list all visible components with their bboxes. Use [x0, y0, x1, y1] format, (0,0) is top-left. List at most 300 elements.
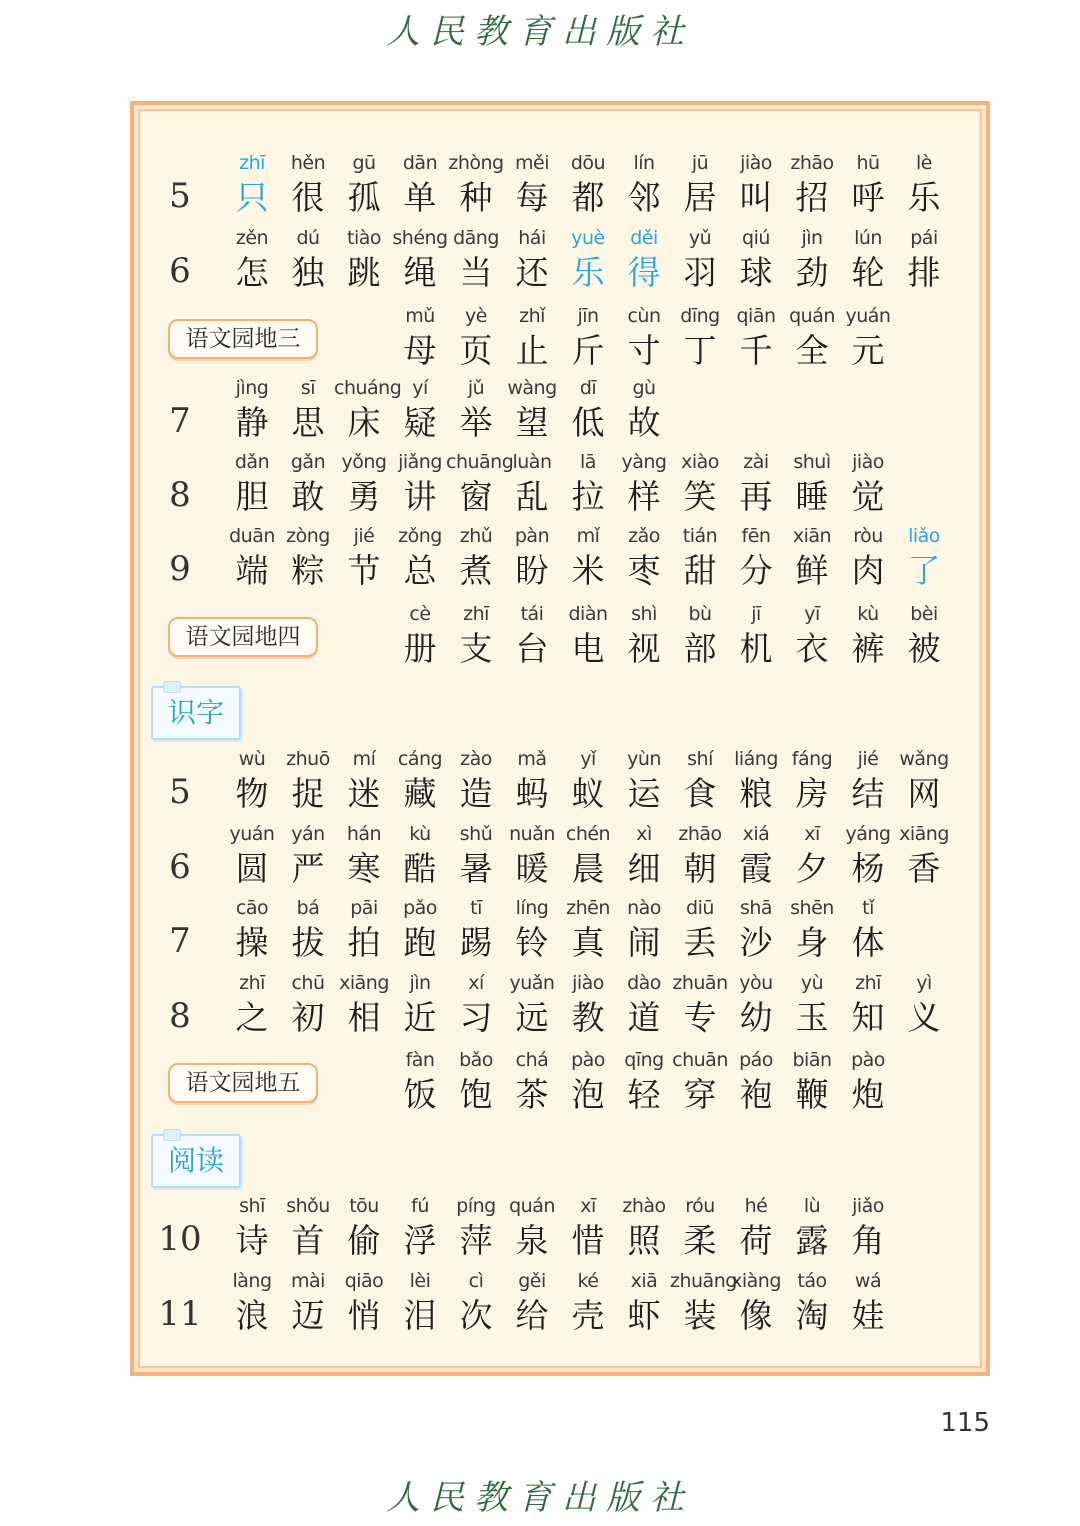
character-cell [334, 1268, 394, 1338]
hanzi: 结 [851, 774, 885, 813]
pinyin: táo [797, 1270, 827, 1292]
pinyin: hěn [290, 152, 326, 174]
pinyin: yán [291, 823, 325, 845]
pinyin: bèi [910, 603, 938, 625]
hanzi: 胆 [235, 477, 269, 516]
pinyin: kù [409, 823, 431, 845]
hanzi: 了 [907, 551, 941, 590]
character-cell [782, 303, 842, 373]
hanzi: 元 [851, 331, 885, 370]
hanzi: 物 [235, 774, 269, 813]
pinyin: fàn [405, 1049, 435, 1071]
pinyin: diū [686, 897, 714, 919]
hanzi: 睡 [795, 477, 829, 516]
hanzi: 球 [739, 253, 773, 292]
pinyin: shuì [793, 451, 831, 473]
pinyin: chū [291, 972, 325, 994]
pinyin: xì [636, 823, 652, 845]
character-cell [726, 821, 786, 891]
hanzi: 义 [907, 998, 941, 1037]
pinyin: mǐ [576, 525, 600, 547]
hanzi: 房 [795, 774, 829, 813]
hanzi: 粽 [291, 551, 325, 590]
pinyin: zhuāng [670, 1270, 737, 1292]
character-cell [558, 746, 618, 816]
pinyin: nuǎn [509, 823, 555, 845]
character-cell [782, 895, 842, 965]
pinyin: yùn [627, 748, 661, 770]
character-cell [222, 1193, 282, 1263]
character-cell [558, 821, 618, 891]
character-cell [838, 821, 898, 891]
pinyin: zài [743, 451, 769, 473]
pinyin: zǒng [398, 525, 442, 547]
character-cell [222, 449, 282, 519]
hanzi: 故 [627, 403, 661, 442]
hanzi: 食 [683, 774, 717, 813]
hanzi: 捉 [291, 774, 325, 813]
garden-label: 语文园地五 [168, 1063, 318, 1103]
pinyin: jǔ [467, 377, 485, 399]
character-cell [446, 970, 506, 1040]
pinyin: yí [412, 377, 428, 399]
character-cell [726, 895, 786, 965]
character-cell [502, 1047, 562, 1117]
character-cell [614, 449, 674, 519]
character-cell [334, 375, 402, 445]
pinyin: dī [579, 377, 597, 399]
pinyin: tōu [349, 1195, 379, 1217]
character-cell [614, 821, 674, 891]
pinyin: páo [739, 1049, 773, 1071]
hanzi: 千 [739, 331, 773, 370]
pinyin: zǎo [628, 525, 660, 547]
character-cell [334, 150, 394, 220]
character-cell [558, 449, 618, 519]
character-cell [334, 970, 394, 1040]
hanzi: 母 [403, 331, 437, 370]
hanzi: 机 [739, 629, 773, 668]
pinyin: pào [571, 1049, 605, 1071]
hanzi: 米 [571, 551, 605, 590]
character-cell [446, 746, 506, 816]
character-cell [222, 1268, 282, 1338]
character-cell [502, 895, 562, 965]
character-cell [782, 746, 842, 816]
pinyin: fáng [791, 748, 833, 770]
hanzi: 轮 [851, 253, 885, 292]
pinyin: sī [300, 377, 316, 399]
pinyin: mí [352, 748, 376, 770]
hanzi: 霞 [739, 849, 773, 888]
character-cell [446, 895, 506, 965]
hanzi: 只 [235, 178, 269, 217]
character-cell [782, 1047, 842, 1117]
character-cell [614, 375, 674, 445]
pinyin: liǎo [908, 525, 940, 547]
pinyin: yì [916, 972, 932, 994]
character-cell [222, 895, 282, 965]
character-cell [670, 225, 730, 295]
pinyin: jiào [740, 152, 772, 174]
pinyin: wǎng [899, 748, 949, 770]
character-cell [614, 601, 674, 671]
character-cell [670, 523, 730, 593]
character-cell [838, 1193, 898, 1263]
hanzi: 居 [683, 178, 717, 217]
pinyin: róu [685, 1195, 715, 1217]
pinyin: quán [509, 1195, 555, 1217]
character-cell [502, 449, 562, 519]
pinyin: shēn [790, 897, 834, 919]
pinyin: luàn [512, 451, 552, 473]
pinyin: xiāng [899, 823, 949, 845]
character-cell [670, 970, 730, 1040]
pinyin: fú [411, 1195, 429, 1217]
character-cell [222, 746, 282, 816]
hanzi: 还 [515, 253, 549, 292]
character-cell [390, 303, 450, 373]
pinyin: yǒng [341, 451, 387, 473]
pinyin: wù [238, 748, 266, 770]
pinyin: jìn [409, 972, 431, 994]
character-cell [838, 601, 898, 671]
pinyin: yuǎn [509, 972, 555, 994]
lesson-row [0, 150, 1080, 220]
character-cell [390, 375, 450, 445]
pinyin: qiān [736, 305, 776, 327]
hanzi: 朝 [683, 849, 717, 888]
pinyin: cāo [235, 897, 269, 919]
hanzi: 远 [515, 998, 549, 1037]
character-cell [558, 225, 618, 295]
hanzi: 严 [291, 849, 325, 888]
hanzi: 袍 [739, 1075, 773, 1114]
hanzi: 望 [515, 403, 549, 442]
pinyin: kù [857, 603, 879, 625]
character-cell [390, 1193, 450, 1263]
character-cell [222, 821, 282, 891]
hanzi: 叫 [739, 178, 773, 217]
pinyin: quán [789, 305, 835, 327]
pinyin: gù [632, 377, 656, 399]
character-cell [502, 821, 562, 891]
character-cell [782, 601, 842, 671]
pinyin: dāng [453, 227, 499, 249]
hanzi: 操 [235, 923, 269, 962]
character-cell [782, 449, 842, 519]
character-cell [502, 970, 562, 1040]
pinyin: shǔ [459, 823, 493, 845]
character-cell [278, 225, 338, 295]
hanzi: 暖 [515, 849, 549, 888]
character-cell [614, 1047, 674, 1117]
character-cell [726, 150, 786, 220]
hanzi: 夕 [795, 849, 829, 888]
pinyin: zhēn [566, 897, 610, 919]
pinyin: bǎo [459, 1049, 493, 1071]
hanzi: 被 [907, 629, 941, 668]
pinyin: yàng [621, 451, 667, 473]
pinyin: lèi [409, 1270, 431, 1292]
character-cell [278, 1268, 338, 1338]
pinyin: xiāng [339, 972, 389, 994]
pinyin: jiào [572, 972, 604, 994]
hanzi: 孤 [347, 178, 381, 217]
hanzi: 壳 [571, 1296, 605, 1335]
hanzi: 总 [403, 551, 437, 590]
hanzi: 闹 [627, 923, 661, 962]
pinyin: shéng [392, 227, 448, 249]
pinyin: xiā [630, 1270, 658, 1292]
character-cell [446, 150, 506, 220]
pinyin: jìng [235, 377, 269, 399]
pinyin: tī [470, 897, 482, 919]
pinyin: dōu [570, 152, 606, 174]
pinyin: cè [409, 603, 431, 625]
hanzi: 寒 [347, 849, 381, 888]
hanzi: 衣 [795, 629, 829, 668]
lesson-row [0, 1268, 1080, 1338]
hanzi: 怎 [235, 253, 269, 292]
pinyin: pàn [514, 525, 550, 547]
hanzi: 晨 [571, 849, 605, 888]
hanzi: 藏 [403, 774, 437, 813]
pinyin: cùn [627, 305, 661, 327]
hanzi: 窗 [459, 477, 493, 516]
hanzi: 柔 [683, 1221, 717, 1260]
pinyin: bù [688, 603, 712, 625]
character-cell [446, 821, 506, 891]
character-cell [782, 970, 842, 1040]
hanzi: 电 [571, 629, 605, 668]
pinyin: xiá [742, 823, 770, 845]
pinyin: zhī [855, 972, 881, 994]
pinyin: mǔ [405, 305, 435, 327]
hanzi: 乱 [515, 477, 549, 516]
pinyin: shí [687, 748, 713, 770]
pinyin: dào [627, 972, 661, 994]
pinyin: qiú [742, 227, 770, 249]
hanzi: 造 [459, 774, 493, 813]
lesson-row [0, 523, 1080, 593]
hanzi: 幼 [739, 998, 773, 1037]
hanzi: 煮 [459, 551, 493, 590]
hanzi: 分 [739, 551, 773, 590]
hanzi: 粮 [739, 774, 773, 813]
hanzi: 跑 [403, 923, 437, 962]
character-cell [278, 523, 338, 593]
pinyin: zhuān [672, 972, 728, 994]
hanzi: 萍 [459, 1221, 493, 1260]
lesson-row [0, 895, 1080, 965]
character-cell [502, 746, 562, 816]
hanzi: 偷 [347, 1221, 381, 1260]
hanzi: 轻 [627, 1075, 661, 1114]
hanzi: 身 [795, 923, 829, 962]
hanzi: 疑 [403, 403, 437, 442]
pinyin: chuāng [446, 451, 514, 473]
pinyin: shì [631, 603, 657, 625]
character-cell [558, 1268, 618, 1338]
hanzi: 甜 [683, 551, 717, 590]
hanzi: 真 [571, 923, 605, 962]
character-cell [502, 1193, 562, 1263]
hanzi: 悄 [347, 1296, 381, 1335]
character-cell [614, 895, 674, 965]
character-cell [278, 970, 338, 1040]
hanzi: 很 [291, 178, 325, 217]
character-cell [670, 303, 730, 373]
character-cell [390, 150, 450, 220]
pinyin: shā [739, 897, 773, 919]
pinyin: jīn [577, 305, 599, 327]
hanzi: 教 [571, 998, 605, 1037]
pinyin: shī [239, 1195, 265, 1217]
hanzi: 当 [459, 253, 493, 292]
character-cell [838, 1268, 898, 1338]
hanzi: 寸 [627, 331, 661, 370]
hanzi: 娃 [851, 1296, 885, 1335]
pinyin: yī [804, 603, 820, 625]
lesson-number: 10 [158, 1219, 202, 1259]
hanzi: 近 [403, 998, 437, 1037]
character-cell [334, 746, 394, 816]
pinyin: gū [352, 152, 376, 174]
pinyin: fēn [741, 525, 771, 547]
pinyin: zhòng [448, 152, 504, 174]
pinyin: lè [916, 152, 932, 174]
hanzi: 装 [683, 1296, 717, 1335]
character-cell [558, 303, 618, 373]
hanzi: 丢 [683, 923, 717, 962]
pinyin: lù [803, 1195, 821, 1217]
hanzi: 丁 [683, 331, 717, 370]
pinyin: jiào [852, 451, 884, 473]
hanzi: 招 [795, 178, 829, 217]
pinyin: tái [520, 603, 544, 625]
character-cell [502, 303, 562, 373]
hanzi: 蚁 [571, 774, 605, 813]
character-cell [390, 895, 450, 965]
hanzi: 册 [403, 629, 437, 668]
pinyin: zòng [286, 525, 330, 547]
hanzi: 拍 [347, 923, 381, 962]
pinyin: yòu [739, 972, 773, 994]
lesson-number: 8 [169, 475, 191, 515]
pinyin: děi [630, 227, 658, 249]
pinyin: xī [804, 823, 820, 845]
hanzi: 讲 [403, 477, 437, 516]
pinyin: wá [854, 1270, 882, 1292]
lesson-number: 6 [169, 251, 191, 291]
character-cell [222, 150, 282, 220]
hanzi: 都 [571, 178, 605, 217]
character-cell [334, 1193, 394, 1263]
pinyin: chuān [672, 1049, 728, 1071]
pinyin: chén [565, 823, 611, 845]
character-cell [726, 1268, 786, 1338]
hanzi: 单 [403, 178, 437, 217]
pinyin: xiàng [731, 1270, 781, 1292]
pinyin: yuè [571, 227, 605, 249]
character-cell [502, 225, 562, 295]
pinyin: zhuō [286, 748, 330, 770]
character-cell [390, 225, 450, 295]
hanzi: 乐 [907, 178, 941, 217]
hanzi: 踢 [459, 923, 493, 962]
pinyin: bá [296, 897, 320, 919]
pinyin: hái [518, 227, 546, 249]
section-heading: 识字 [151, 686, 241, 740]
pinyin: píng [456, 1195, 496, 1217]
hanzi: 茶 [515, 1075, 549, 1114]
hanzi: 蚂 [515, 774, 549, 813]
character-cell [838, 1047, 898, 1117]
pinyin: lín [633, 152, 655, 174]
pinyin: shǒu [286, 1195, 330, 1217]
hanzi: 惜 [571, 1221, 605, 1260]
hanzi: 页 [459, 331, 493, 370]
hanzi: 种 [459, 178, 493, 217]
character-cell [670, 1047, 730, 1117]
hanzi: 拉 [571, 477, 605, 516]
pinyin: pǎo [403, 897, 437, 919]
character-cell [726, 449, 786, 519]
pinyin: zhào [622, 1195, 666, 1217]
character-cell [502, 523, 562, 593]
hanzi: 之 [235, 998, 269, 1037]
character-cell [838, 150, 898, 220]
pinyin: zhī [463, 603, 489, 625]
character-cell [782, 150, 842, 220]
hanzi: 鞭 [795, 1075, 829, 1114]
character-cell [838, 303, 898, 373]
garden-row [0, 1047, 1080, 1117]
character-cell [726, 970, 786, 1040]
hanzi: 照 [627, 1221, 661, 1260]
hanzi: 节 [347, 551, 381, 590]
character-cell [894, 746, 954, 816]
hanzi: 荷 [739, 1221, 773, 1260]
pinyin: yǐ [580, 748, 596, 770]
publisher-logo-top: 人民教育出版社 [386, 12, 694, 52]
publisher-logo-bottom: 人民教育出版社 [386, 1478, 694, 1518]
lesson-row [0, 821, 1080, 891]
character-cell [838, 449, 898, 519]
hanzi: 笑 [683, 477, 717, 516]
pinyin: zhī [239, 152, 265, 174]
lesson-row [0, 375, 1080, 445]
pinyin: cì [468, 1270, 484, 1292]
character-cell [222, 375, 282, 445]
hanzi: 床 [347, 403, 381, 442]
character-cell [782, 821, 842, 891]
hanzi: 拔 [291, 923, 325, 962]
hanzi: 盼 [515, 551, 549, 590]
character-cell [390, 1268, 450, 1338]
character-cell [670, 746, 730, 816]
hanzi: 觉 [851, 477, 885, 516]
pinyin: xiào [681, 451, 719, 473]
character-cell [894, 225, 954, 295]
hanzi: 铃 [515, 923, 549, 962]
character-cell [446, 523, 506, 593]
lesson-number: 9 [169, 549, 191, 589]
hanzi: 台 [515, 629, 549, 668]
page-number: 115 [940, 1408, 990, 1438]
hanzi: 泪 [403, 1296, 437, 1335]
